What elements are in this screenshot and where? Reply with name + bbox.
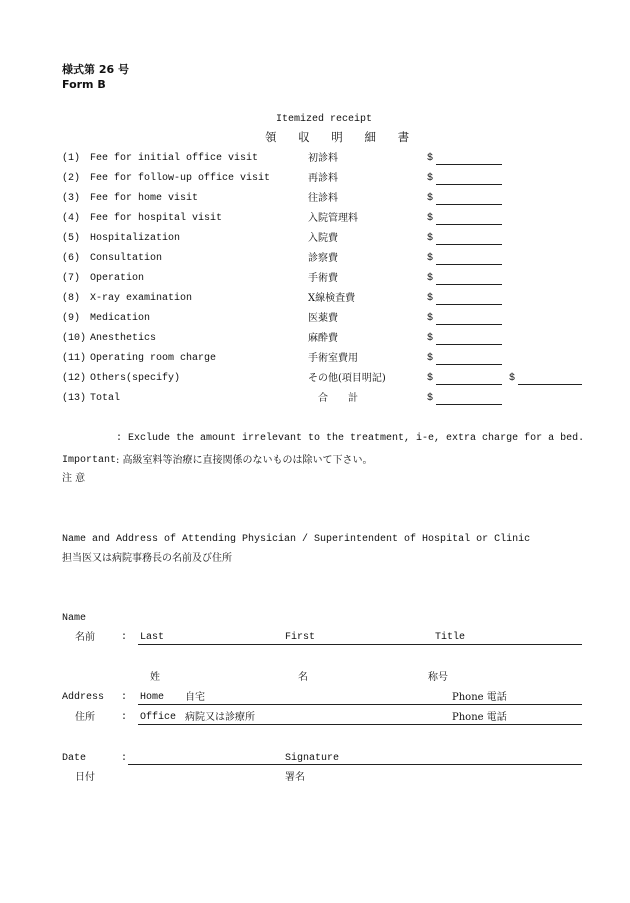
item-label-jp: 手術室費用 xyxy=(308,353,358,364)
item-number: (11) xyxy=(62,353,87,364)
date-label-jp: 日付 xyxy=(75,772,95,783)
item-number: (9) xyxy=(62,313,81,324)
name-field-line[interactable] xyxy=(138,644,582,645)
item-label-en: X-ray examination xyxy=(90,293,193,304)
amount-field[interactable] xyxy=(436,404,502,405)
address-colon-1: : xyxy=(121,692,128,703)
amount-field[interactable] xyxy=(436,324,502,325)
name-first-label: First xyxy=(285,632,316,643)
home-phone-label: Phone 電話 xyxy=(452,692,507,703)
signature-label: Signature xyxy=(285,753,340,764)
item-label-en: Medication xyxy=(90,313,151,324)
note-caution-jp: 注 意 xyxy=(62,473,86,484)
item-label-en: Total xyxy=(90,393,121,404)
title-jp: 領 収 明 細 書 xyxy=(265,130,419,144)
item-label-jp: その他(項目明記) xyxy=(308,373,386,384)
item-label-jp: 麻酔費 xyxy=(308,333,338,344)
item-label-en: Fee for initial office visit xyxy=(90,153,259,164)
item-label-jp: 手術費 xyxy=(308,273,338,284)
item-number: (4) xyxy=(62,213,81,224)
date-label-en: Date xyxy=(62,753,87,764)
address-label-jp: 住所 xyxy=(75,712,95,723)
currency-symbol: $ xyxy=(427,253,434,264)
address-office-jp: 病院又は診療所 xyxy=(185,712,255,723)
amount-field[interactable] xyxy=(436,344,502,345)
name-title-jp: 称号 xyxy=(428,672,448,683)
title-en: Itemized receipt xyxy=(276,114,373,125)
currency-symbol: $ xyxy=(427,273,434,284)
signature-jp: 署名 xyxy=(285,772,305,783)
physician-heading-jp: 担当医又は病院事務長の名前及び住所 xyxy=(62,553,232,564)
currency-symbol: $ xyxy=(427,233,434,244)
address-office-label: Office xyxy=(140,712,177,723)
note-exclude-jp: : 高級室料等治療に直接関係のないものは除いて下さい。 xyxy=(116,455,373,466)
currency-symbol: $ xyxy=(427,293,434,304)
item-label-jp: 往診料 xyxy=(308,193,338,204)
currency-symbol: $ xyxy=(427,393,434,404)
name-label-en: Name xyxy=(62,613,87,624)
item-label-en: Fee for follow-up office visit xyxy=(90,173,271,184)
date-colon: : xyxy=(121,753,128,764)
item-label-jp: 入院費 xyxy=(308,233,338,244)
currency-symbol: $ xyxy=(427,153,434,164)
item-label-en: Fee for home visit xyxy=(90,193,199,204)
item-label-en: Operation xyxy=(90,273,145,284)
currency-symbol: $ xyxy=(427,373,434,384)
item-label-jp: 初診料 xyxy=(308,153,338,164)
home-address-line[interactable] xyxy=(138,704,582,705)
others-extra-amount-field[interactable] xyxy=(518,384,582,385)
amount-field[interactable] xyxy=(436,244,502,245)
office-address-line[interactable] xyxy=(138,724,582,725)
item-number: (10) xyxy=(62,333,87,344)
item-number: (6) xyxy=(62,253,81,264)
item-label-jp: 医薬費 xyxy=(308,313,338,324)
item-number: (7) xyxy=(62,273,81,284)
amount-field[interactable] xyxy=(436,224,502,225)
amount-field[interactable] xyxy=(436,384,502,385)
item-label-en: Hospitalization xyxy=(90,233,181,244)
item-number: (3) xyxy=(62,193,81,204)
amount-field[interactable] xyxy=(436,164,502,165)
form-number-jp: 様式第 26 号 xyxy=(62,63,129,76)
amount-field[interactable] xyxy=(436,284,502,285)
name-title-label: Title xyxy=(435,632,466,643)
name-label-jp: 名前 xyxy=(75,632,95,643)
item-label-en: Others(specify) xyxy=(90,373,181,384)
item-label-jp: 合 計 xyxy=(318,393,358,404)
currency-symbol: $ xyxy=(427,313,434,324)
name-first-jp: 名 xyxy=(298,672,308,683)
note-important-label: Important xyxy=(62,455,117,466)
form-label: Form B xyxy=(62,78,106,91)
item-label-en: Consultation xyxy=(90,253,163,264)
name-colon: : xyxy=(121,632,128,643)
address-home-label: Home xyxy=(140,692,165,703)
physician-heading-en: Name and Address of Attending Physician / Superintendent of Hospital or Clinic xyxy=(62,534,531,545)
item-label-jp: 診察費 xyxy=(308,253,338,264)
item-label-en: Fee for hospital visit xyxy=(90,213,223,224)
address-colon-2: : xyxy=(121,712,128,723)
amount-field[interactable] xyxy=(436,184,502,185)
item-label-en: Operating room charge xyxy=(90,353,217,364)
item-label-jp: X線検査費 xyxy=(308,293,356,304)
currency-symbol: $ xyxy=(427,333,434,344)
item-number: (8) xyxy=(62,293,81,304)
item-label-jp: 再診料 xyxy=(308,173,338,184)
address-home-jp: 自宅 xyxy=(185,692,205,703)
currency-symbol-extra: $ xyxy=(509,373,516,384)
office-phone-label: Phone 電話 xyxy=(452,712,507,723)
currency-symbol: $ xyxy=(427,353,434,364)
item-number: (12) xyxy=(62,373,87,384)
item-label-en: Anesthetics xyxy=(90,333,157,344)
item-number: (13) xyxy=(62,393,87,404)
note-exclude-en: : Exclude the amount irrelevant to the treatment, i-e, extra charge for a bed. xyxy=(116,433,585,444)
name-last-label: Last xyxy=(140,632,165,643)
item-number: (2) xyxy=(62,173,81,184)
item-label-jp: 入院管理料 xyxy=(308,213,358,224)
item-number: (5) xyxy=(62,233,81,244)
currency-symbol: $ xyxy=(427,213,434,224)
item-number: (1) xyxy=(62,153,81,164)
currency-symbol: $ xyxy=(427,173,434,184)
name-last-jp: 姓 xyxy=(150,672,160,683)
amount-field[interactable] xyxy=(436,304,502,305)
amount-field[interactable] xyxy=(436,204,502,205)
address-label-en: Address xyxy=(62,692,105,703)
currency-symbol: $ xyxy=(427,193,434,204)
amount-field[interactable] xyxy=(436,364,502,365)
amount-field[interactable] xyxy=(436,264,502,265)
date-signature-line[interactable] xyxy=(128,764,582,765)
